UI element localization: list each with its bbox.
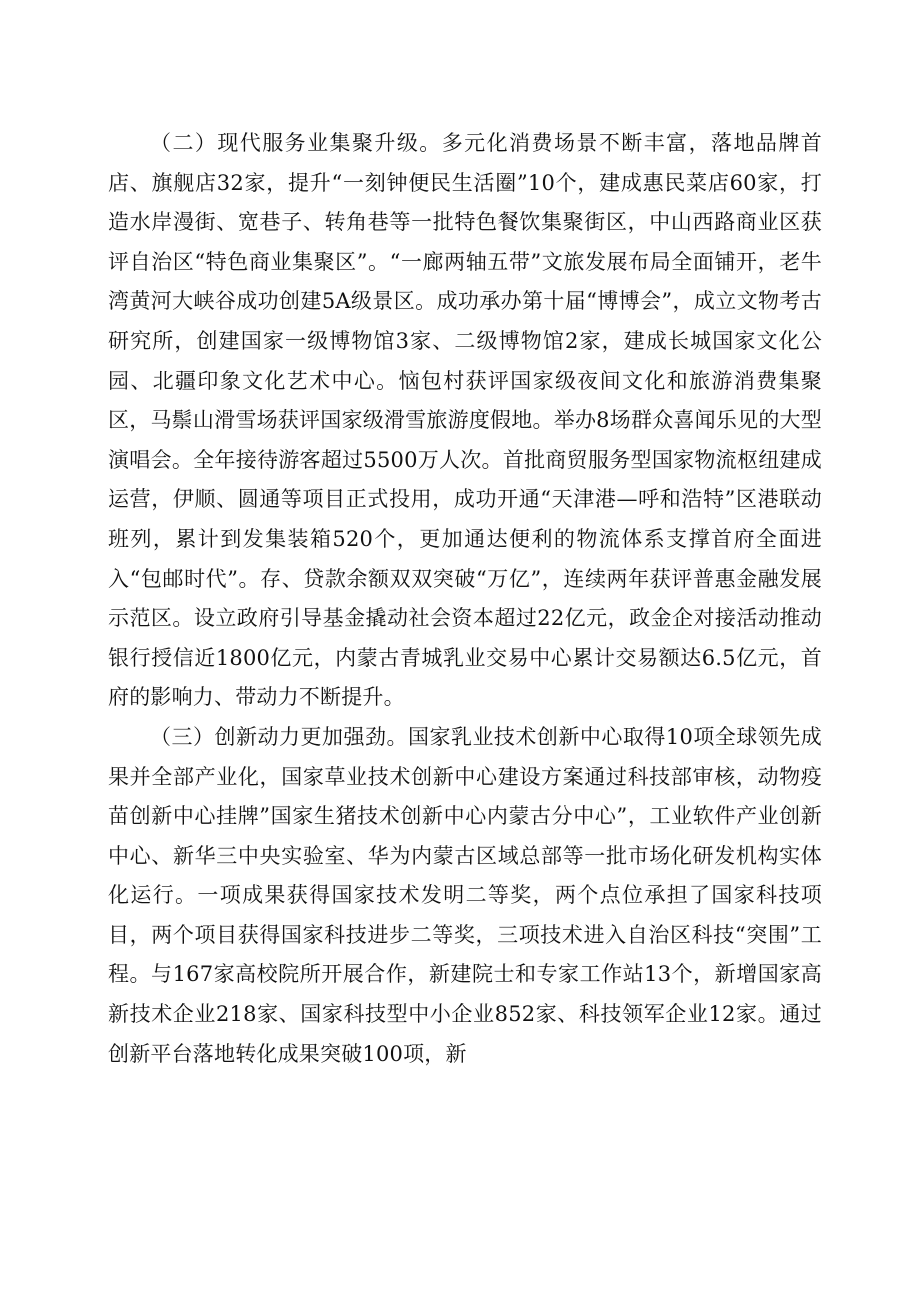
paragraph-heading: （三）创新动力更加强劲。 bbox=[150, 724, 408, 749]
paragraph-modern-services bbox=[108, 124, 822, 718]
document-body bbox=[108, 124, 822, 1074]
paragraph-heading: （二）现代服务业集聚升级。 bbox=[150, 131, 442, 155]
paragraph-text: 国家乳业技术创新中心取得10项全球领先成果并全部产业化，国家草业技术创新中心建设方案通过科技部审核，动物疫苗创新中心挂牌”国家生猪技术创新中心内蒙古分中心”，工业软件产业创新中心、新华三中央实验室、华为内蒙古区域总部等一批市场化研发机构实体化运行。一项成果获得国家技术发明二等奖，两个点位承担了国家科技项目，两个项目获得国家科技进步二等奖，三项技术进入自治区科技“突围”工程。与167家高校院所开展合作，新建院士和专家工作站13个，新增国家高新技术企业218家、国家科技型中小企业852家、科技领军企业12家。通过创新平台落地转化成果突破100项，新 bbox=[108, 724, 822, 1066]
paragraph-innovation bbox=[108, 718, 822, 1074]
paragraph-text: 多元化消费场景不断丰富，落地品牌首店、旗舰店32家，提升“一刻钟便民生活圈”10个，建成惠民菜店60家，打造水岸漫街、宽巷子、转角巷等一批特色餐饮集聚街区，中山西路商业区获评自治区“特色商业集聚区”。“一廊两轴五带”文旅发展布局全面铺开，老牛湾黄河大峡谷成功创建5A级景区。成功承办第十届“博博会”，成立文物考古研究所，创建国家一级博物馆3家、二级博物馆2家，建成长城国家文化公园、北疆印象文化艺术中心。恼包村获评国家级夜间文化和旅游消费集聚区，马鬃山滑雪场获评国家级滑雪旅游度假地。举办8场群众喜闻乐见的大型演唱会。全年接待游客超过5500万人次。首批商贸服务型国家物流枢纽建成运营，伊顺、圆通等项目正式投用，成功开通“天津港—呼和浩特”区港联动班列，累计到发集装箱520个，更加通达便利的物流体系支撑首府全面进入“包邮时代”。存、贷款余额双双突破“万亿”，连续两年获评普惠金融发展示范区。设立政府引导基金撬动社会资本超过22亿元，政金企对接活动推动银行授信近1800亿元，内蒙古青城乳业交易中心累计交易额达6.5亿元，首府的影响力、带动力不断提升。 bbox=[108, 131, 822, 710]
